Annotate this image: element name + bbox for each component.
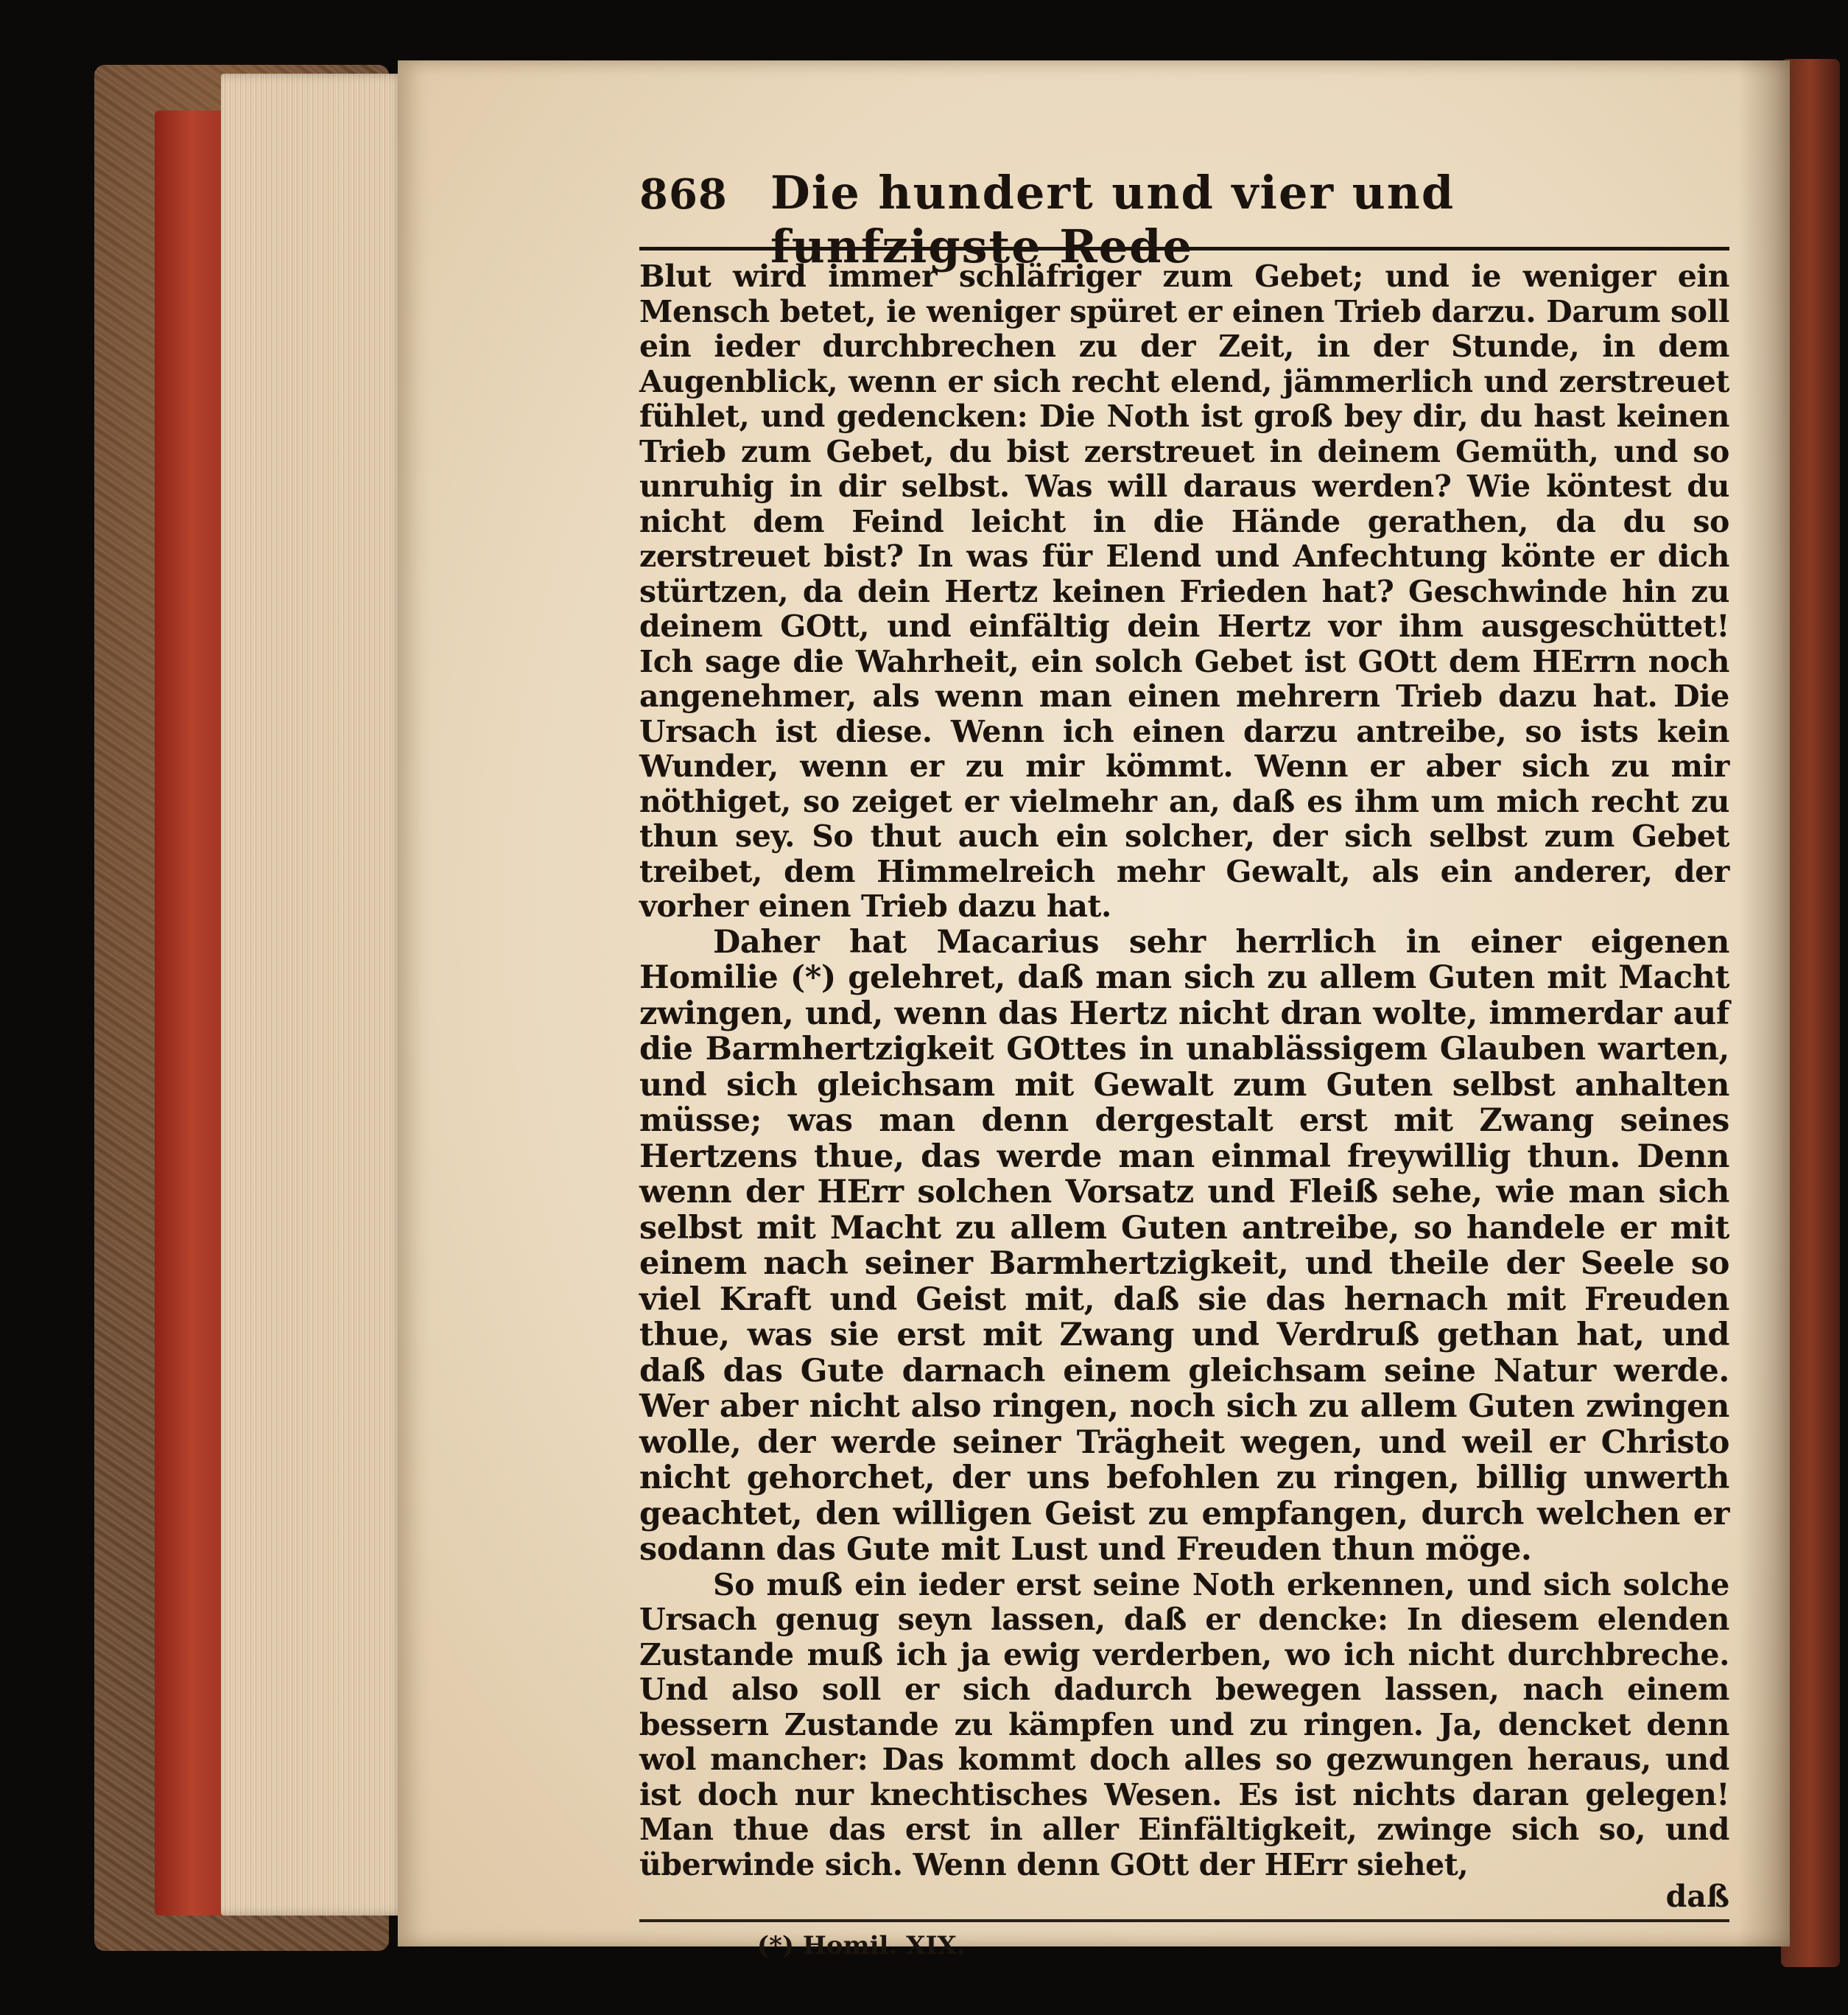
running-title: Die hundert und vier und funfzigste Rede [770,166,1455,273]
book-cover-right [1781,59,1840,1967]
page-edges [221,74,405,1916]
paragraph-1: Blut wird immer schläfriger zum Gebet; und ie weniger ein Mensch betet, ie weniger spüret er einen Trieb darzu. Darum soll ein ieder durchbrechen zu der Zeit, in der Stunde, in dem Augenblick, wenn er sich recht elend, jämmerlich und zerstreuet fühlet, und gedencken: Die Noth ist groß bey dir, du hast keinen Trieb zum Gebet, du bist zerstreuet in deinem Gemüth, und so unruhig in dir selbst. Was will daraus werden? Wie köntest du nicht dem Feind leicht in die Hände gerathen, da du so zerstreuet bist? In was für Elend und Anfechtung könte er dich stürtzen, da dein Hertz keinen Frieden hat? Geschwinde hin zu deinem GOtt, und einfältig dein Hertz vor ihm ausgeschüttet! Ich sage die Wahrheit, ein solch Gebet ist GOtt dem HErrn noch angenehmer, als wenn man einen mehrern Trieb dazu hat. Die Ursach ist diese. Wenn ich einen darzu antreibe, so ists kein Wunder, wenn er zu mir kömmt. Wenn er aber sich zu mir nöthiget, so zeiget er vielmehr an, daß es ihm um mich recht zu thun sey. So thut auch ein solcher, der sich selbst zum Gebet treibet, dem Himmelreich mehr Gewalt, als ein anderer, der vorher einen Trieb dazu hat. [639,259,1729,924]
page-header [639,166,1729,273]
footnote-rule [639,1919,1729,1922]
footnote: (*) Homil. XIX. [757,1931,966,1960]
catchword: daß [1665,1879,1729,1914]
paragraph-2: Daher hat Macarius sehr herrlich in einer eigenen Homilie (*) gelehret, daß man sich zu allem Guten mit Macht zwingen, und, wenn das Hertz nicht dran wolte, immerdar auf die Barmhertzigkeit GOttes in unablässigem Glauben warten, und sich gleichsam mit Gewalt zum Guten selbst anhalten müsse; was man denn dergestalt erst mit Zwang seines Hertzens thue, das werde man einmal freywillig thun. Denn wenn der HErr solchen Vorsatz und Fleiß sehe, wie man sich selbst mit Macht zu allem Guten antreibe, so handele er mit einem nach seiner Barmhertzigkeit, und theile der Seele so viel Kraft und Geist mit, daß sie das hernach mit Freuden thue, was sie erst mit Zwang und Verdruß gethan hat, und daß das Gute darnach einem gleichsam seine Natur werde. Wer aber nicht also ringen, noch sich zu allem Guten zwingen wolle, der werde seiner Trägheit wegen, und weil er Christo nicht gehorchet, der uns befohlen zu ringen, billig unwerth geachtet, den willigen Geist zu empfangen, durch welchen er sodann das Gute mit Lust und Freuden thun möge. [639,923,1729,1568]
text-block [639,166,1729,1960]
gutter-shadow [1738,60,1790,1946]
page-number: 868 [639,170,728,219]
paragraph-3: So muß ein ieder erst seine Noth erkennen, und sich solche Ursach genug seyn lassen, daß er dencke: In diesem elenden Zustande muß ich ja ewig verderben, wo ich nicht durchbreche. Und also soll er sich dadurch bewegen lassen, nach einem bessern Zustande zu kämpfen und zu ringen. Ja, dencket denn wol mancher: Das kommt doch alles so gezwungen heraus, und ist doch nur knechtisches Wesen. Es ist nichts daran gelegen! Man thue das erst in aller Einfältigkeit, zwinge sich so, und überwinde sich. Wenn denn GOtt der HErr siehet, [639,1566,1729,1882]
